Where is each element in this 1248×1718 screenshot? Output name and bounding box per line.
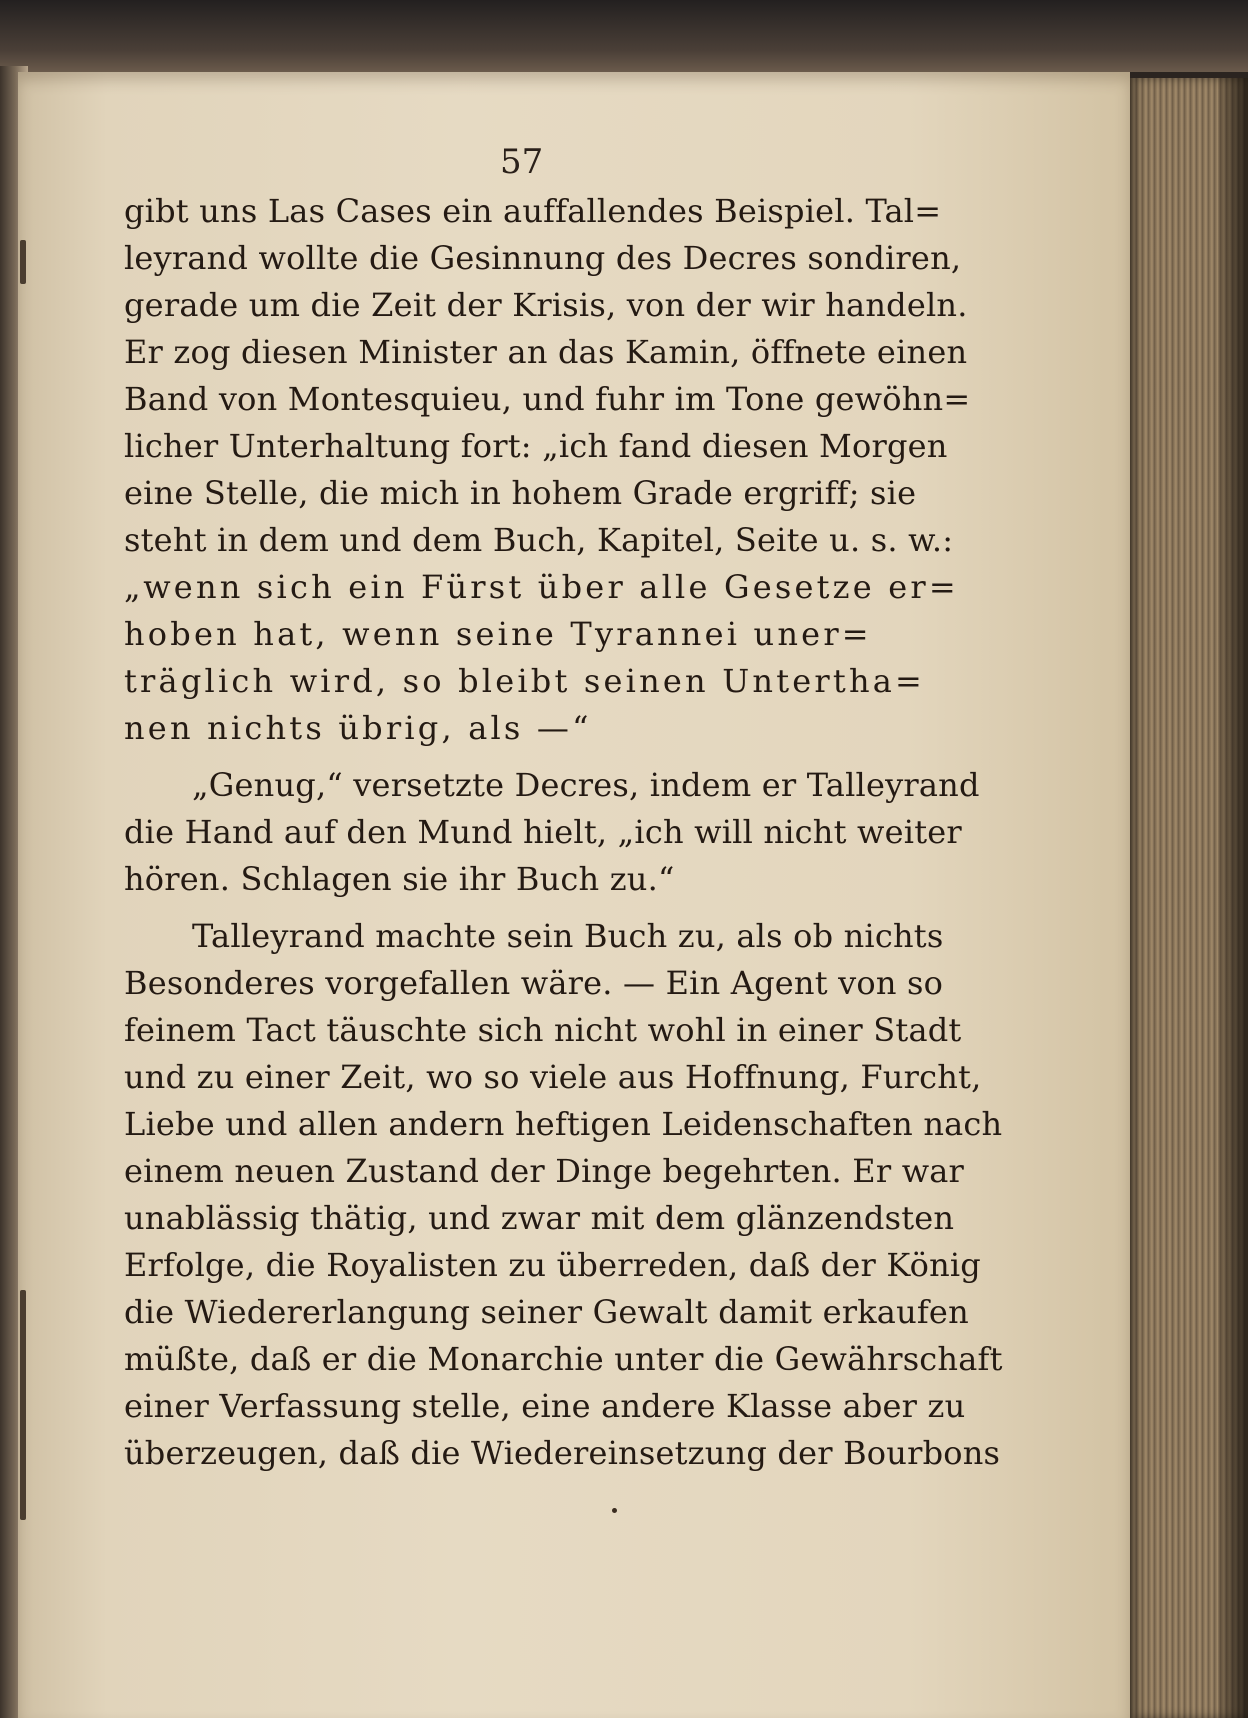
text-line: gerade um die Zeit der Krisis, von der wir handeln. <box>124 286 968 324</box>
paragraph-gap <box>124 903 984 913</box>
text-line: unablässig thätig, und zwar mit dem glänzendsten <box>124 1199 955 1237</box>
text-line: licher Unterhaltung fort: „ich fand diesen Morgen <box>124 427 948 465</box>
text-line: „wenn sich ein Fürst über alle Gesetze er= <box>124 568 959 606</box>
text-line: und zu einer Zeit, wo so viele aus Hoffnung, Furcht, <box>124 1058 982 1096</box>
text-line: einer Verfassung stelle, eine andere Klasse aber zu <box>124 1387 966 1425</box>
text-line: hören. Schlagen sie ihr Buch zu.“ <box>124 860 675 898</box>
text-line: leyrand wollte die Gesinnung des Decres sondiren, <box>124 239 962 277</box>
text-line: gibt uns Las Cases ein auffallendes Beispiel. Tal= <box>124 192 942 230</box>
page-number: 57 <box>500 142 544 182</box>
text-line: müßte, daß er die Monarchie unter die Gewährschaft <box>124 1340 1003 1378</box>
text-line: überzeugen, daß die Wiedereinsetzung der Bourbons <box>124 1434 1001 1472</box>
text-line: Erfolge, die Royalisten zu überreden, daß der König <box>124 1246 981 1284</box>
ink-dot <box>612 1508 617 1513</box>
text-line: einem neuen Zustand der Dinge begehrten. Er war <box>124 1152 965 1190</box>
text-line: eine Stelle, die mich in hohem Grade ergriff; sie <box>124 474 917 512</box>
gutter-mark <box>20 240 26 284</box>
text-line: steht in dem und dem Buch, Kapitel, Seite u. s. w.: <box>124 521 954 559</box>
text-line: Besonderes vorgefallen wäre. — Ein Agent von so <box>124 964 944 1002</box>
text-line: träglich wird, so bleibt seinen Untertha= <box>124 662 926 700</box>
text-line: feinem Tact täuschte sich nicht wohl in einer Stadt <box>124 1011 962 1049</box>
text-line: Er zog diesen Minister an das Kamin, öffnete einen <box>124 333 968 371</box>
text-line: Talleyrand machte sein Buch zu, als ob nichts <box>192 917 944 955</box>
text-line: die Wiedererlangung seiner Gewalt damit erkaufen <box>124 1293 969 1331</box>
gutter-mark <box>20 1290 26 1520</box>
text-line: die Hand auf den Mund hielt, „ich will nicht weiter <box>124 813 962 851</box>
text-line: „Genug,“ versetzte Decres, indem er Talleyrand <box>192 766 980 804</box>
text-block <box>124 188 1003 1477</box>
page-edges-shadow <box>1218 78 1248 1718</box>
top-shadow <box>0 0 1248 72</box>
text-line: nen nichts übrig, als —“ <box>124 709 592 747</box>
text-line: hoben hat, wenn seine Tyrannei uner= <box>124 615 872 653</box>
paragraph-gap <box>124 752 984 762</box>
text-line: Liebe und allen andern heftigen Leidenschaften nach <box>124 1105 1003 1143</box>
text-line: Band von Montesquieu, und fuhr im Tone gewöhn= <box>124 380 971 418</box>
